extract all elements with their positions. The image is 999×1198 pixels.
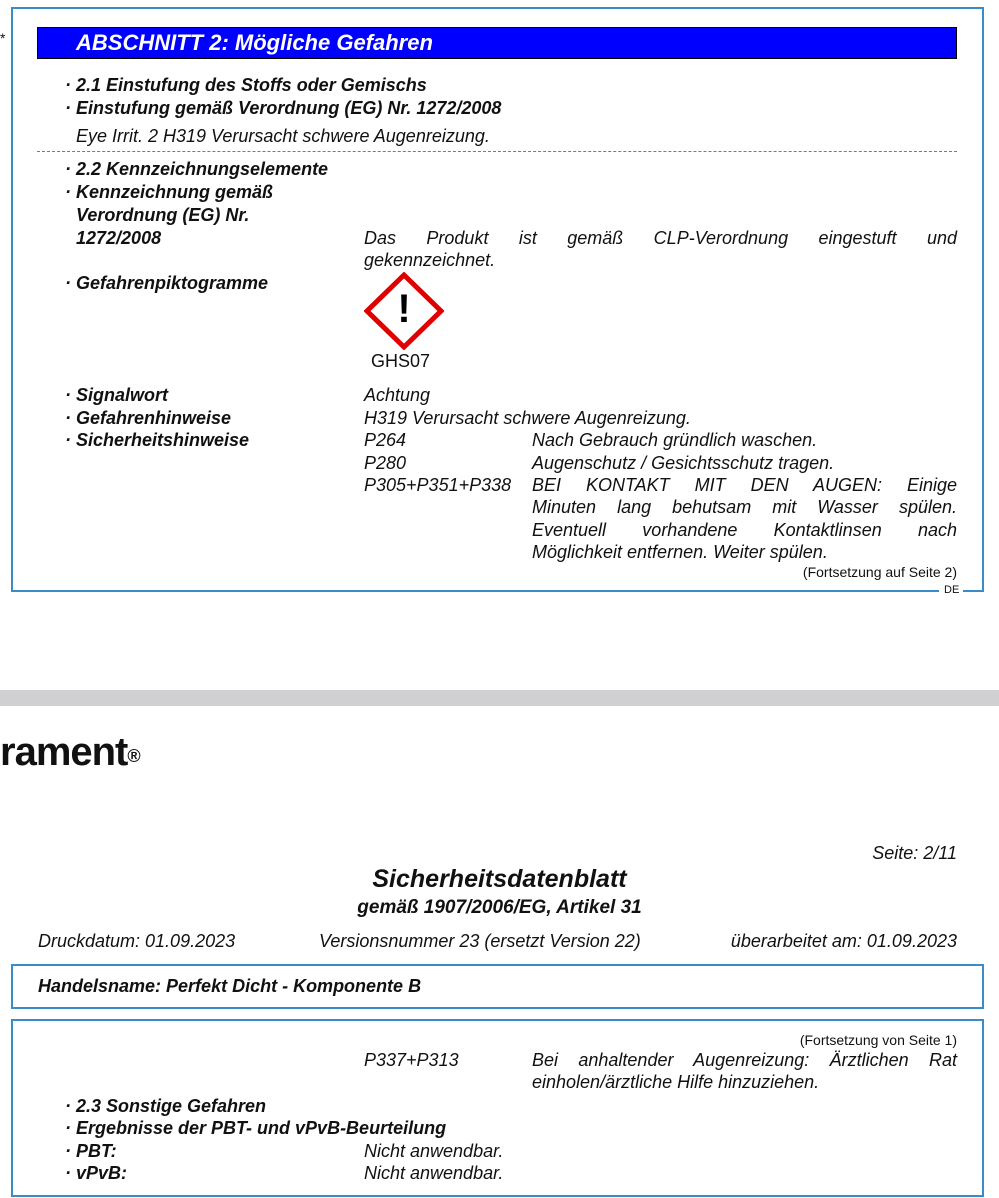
hazard-statements-label: · Gefahrenhinweise	[65, 408, 232, 428]
p264-text: Nach Gebrauch gründlich waschen.	[532, 430, 818, 450]
p305-text-line3: Eventuell vorhandene Kontaktlinsen nach	[532, 520, 957, 540]
page1-bottom-rule	[11, 590, 939, 592]
p280-code: P280	[364, 453, 407, 473]
print-date: Druckdatum: 01.09.2023	[38, 931, 236, 951]
p305-text-line2: Minuten lang behutsam mit Wasser spülen.	[532, 497, 957, 517]
section-2-1-title: · 2.1 Einstufung des Stoffs oder Gemischs	[65, 75, 427, 95]
continuation-note: (Fortsetzung auf Seite 2)	[802, 564, 957, 580]
signal-word-label: · Signalwort	[65, 385, 169, 405]
p337-code: P337+P313	[364, 1050, 459, 1070]
exclamation-icon: !	[397, 287, 411, 331]
pbt-value: Nicht anwendbar.	[364, 1141, 504, 1161]
p264-code: P264	[364, 430, 407, 450]
section-header-title: ABSCHNITT 2: Mögliche Gefahren	[76, 30, 433, 55]
language-code: DE	[944, 584, 960, 596]
document-title: Sicherheitsdatenblatt	[372, 865, 627, 893]
section-2-2-title: · 2.2 Kennzeichnungselemente	[65, 159, 329, 179]
revision-date: überarbeitet am: 01.09.2023	[730, 931, 957, 951]
p305-code: P305+P351+P338	[364, 475, 512, 495]
p337-text-line2: einholen/ärztliche Hilfe hinzuziehen.	[532, 1072, 820, 1092]
p280-text: Augenschutz / Gesichtsschutz tragen.	[532, 453, 835, 473]
vpvb-value: Nicht anwendbar.	[364, 1163, 504, 1183]
labelling-value-line2: gekennzeichnet.	[364, 250, 496, 270]
precautionary-statements-label: · Sicherheitshinweise	[65, 430, 250, 450]
company-logo: rament®	[0, 730, 140, 774]
pbt-label: · PBT:	[65, 1141, 117, 1161]
p305-text-line1: BEI KONTAKT MIT DEN AUGEN: Einige	[532, 475, 957, 495]
version-number: Versionsnummer 23 (ersetzt Version 22)	[319, 931, 641, 951]
labelling-label-line2: Verordnung (EG) Nr.	[76, 205, 250, 225]
dashed-separator	[37, 151, 957, 152]
classification-text: Eye Irrit. 2 H319 Verursacht schwere Augenreizung.	[76, 126, 490, 146]
pictograms-label: · Gefahrenpiktogramme	[65, 273, 269, 293]
page-separator	[0, 690, 999, 706]
asterisk-marker: *	[0, 30, 6, 46]
signal-word-value: Achtung	[364, 385, 431, 405]
pictogram-code: GHS07	[371, 351, 431, 371]
trade-name: Handelsname: Perfekt Dicht - Komponente B	[38, 976, 422, 996]
continuation-from-note: (Fortsetzung von Seite 1)	[799, 1032, 957, 1048]
p305-text-line4: Möglichkeit entfernen. Weiter spülen.	[532, 542, 828, 562]
page1-bottom-rule-end	[963, 590, 984, 592]
section-2-1-subtitle: · Einstufung gemäß Verordnung (EG) Nr. 1272/2008	[65, 98, 502, 118]
document-subtitle: gemäß 1907/2006/EG, Artikel 31	[357, 897, 642, 918]
section-2-3-subtitle: · Ergebnisse der PBT- und vPvB-Beurteilung	[65, 1118, 447, 1138]
labelling-label-line1: · Kennzeichnung gemäß	[65, 182, 274, 202]
p337-text-line1: Bei anhaltender Augenreizung: Ärztlichen Rat	[532, 1050, 957, 1070]
hazard-statement-value: H319 Verursacht schwere Augenreizung.	[364, 408, 691, 428]
labelling-value-line1: Das Produkt ist gemäß CLP-Verordnung eingestuft und	[364, 228, 957, 248]
page-number: Seite: 2/11	[872, 843, 957, 863]
section-2-3-title: · 2.3 Sonstige Gefahren	[65, 1096, 267, 1116]
vpvb-label: · vPvB:	[65, 1163, 128, 1183]
labelling-label-line3: 1272/2008	[76, 228, 162, 248]
